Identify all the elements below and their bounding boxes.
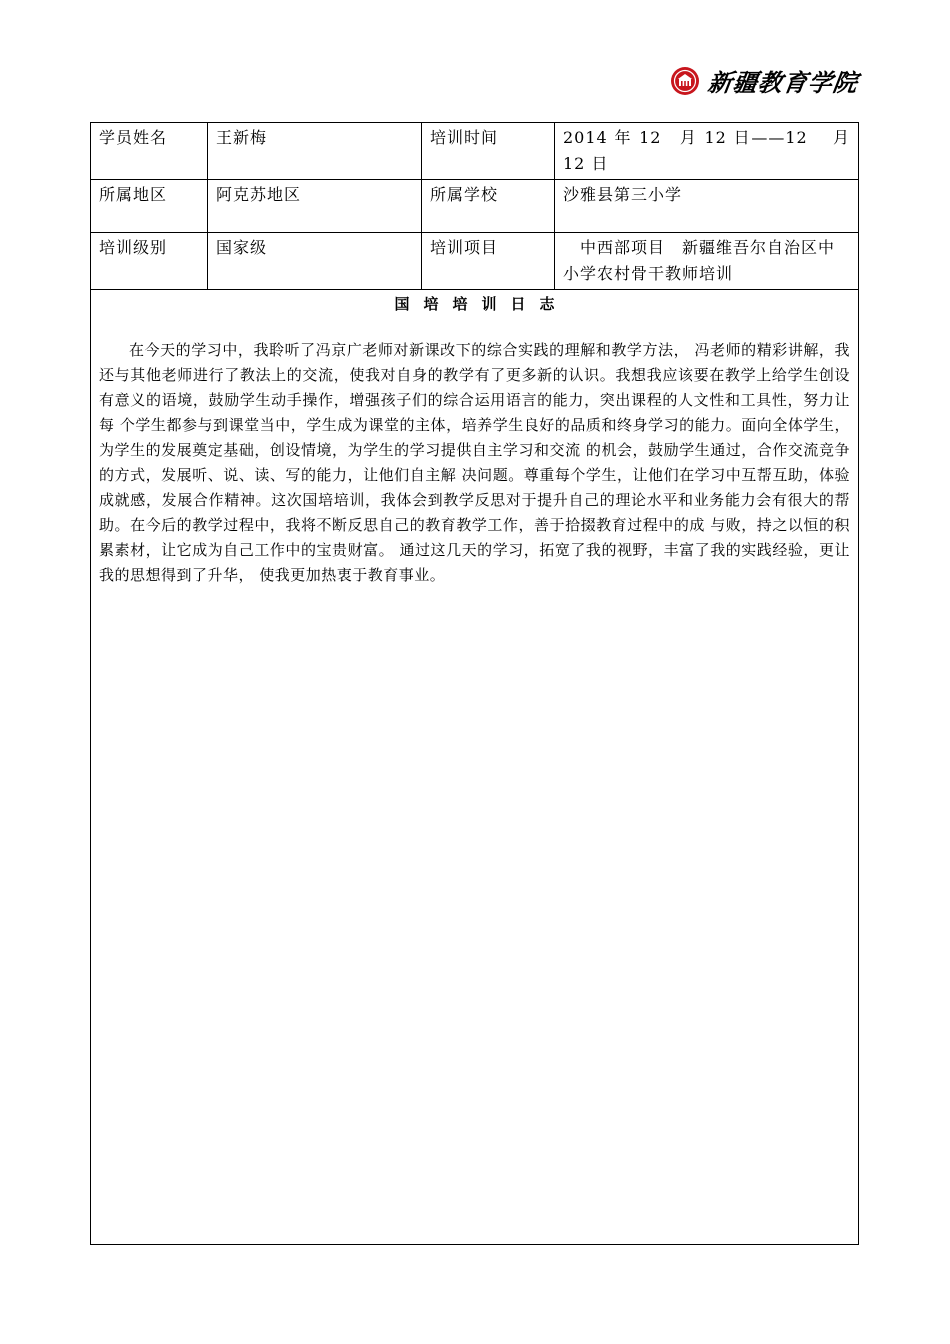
label-trainee-name: 学员姓名 [91,123,208,180]
value-training-project: 中西部项目 新疆维吾尔自治区中小学农村骨干教师培训 [555,233,859,290]
trainee-info-table [90,122,868,1245]
value-school: 沙雅县第三小学 [555,180,859,233]
table-row [91,123,859,180]
training-log-section [91,290,859,1245]
label-training-level: 培训级别 [91,233,208,290]
institution-logo [670,66,870,100]
label-region: 所属地区 [91,180,208,233]
value-region: 阿克苏地区 [208,180,422,233]
college-emblem-icon [670,66,700,96]
label-school: 所属学校 [422,180,555,233]
value-training-time: 2014 年 12 月 12 日——12 月 12 日 [555,123,859,180]
label-training-time: 培训时间 [422,123,555,180]
college-name-logotype: 新疆教育学院 [706,68,861,97]
value-trainee-name: 王新梅 [208,123,422,180]
training-log-title: 国培培训日志 [394,295,569,313]
value-training-level: 国家级 [208,233,422,290]
table-row [91,180,859,233]
training-log-row [91,290,859,1245]
training-log-body: 在今天的学习中，我聆听了冯京广老师对新课改下的综合实践的理解和教学方法， 冯老师的精彩讲解，我还与其他老师进行了教法上的交流，使我对自身的教学有了更多新的认识。我想我应该要在教学上给学生创设有意义的语境，鼓励学生动手操作，增强孩子们的综合运用语言的能力，突出课程的人文性和工具性，努力让每 个学生都参与到课堂当中，学生成为课堂的主体，培养学生良好的品质和终身学习的能力。面向全体学生，为学生的发展奠定基础，创设情境，为学生的学习提供自主学习和交流 的机会，鼓励学生通过，合作交流竞争的方式，发展听、说、读、写的能力，让他们自主解 决问题。尊重每个学生，让他们在学习中互帮互助，体验成就感，发展合作精神。这次国培培训，我体会到教学反思对于提升自己的理论水平和业务能力会有很大的帮助。在今后的教学过程中，我将不断反思自己的教育教学工作，善于拾掇教育过程中的成 与败，持之以恒的积累素材，让它成为自己工作中的宝贵财富。 通过这几天的学习，拓宽了我的视野，丰富了我的实践经验，更让我的思想得到了升华， 使我更加热衷于教育事业。 [99,341,850,584]
label-training-project: 培训项目 [422,233,555,290]
table-row [91,233,859,290]
